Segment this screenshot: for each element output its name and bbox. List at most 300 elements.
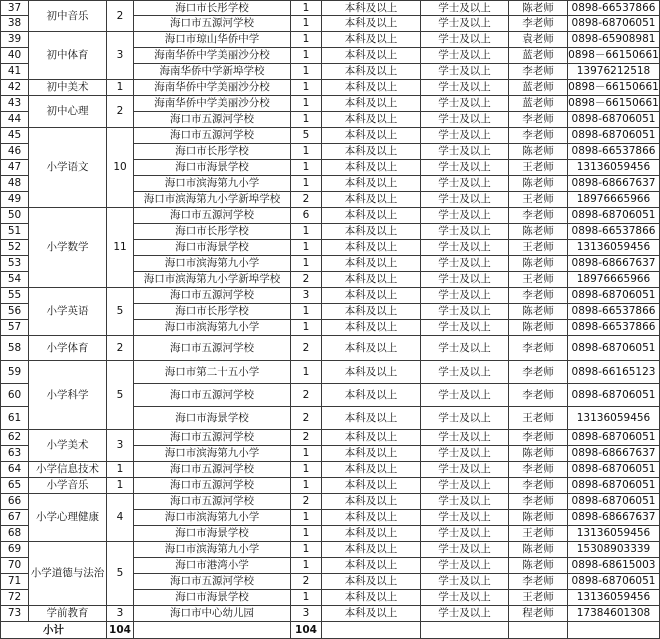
contact-person: 李老师 [509, 361, 568, 384]
contact-phone: 0898-68615003 [568, 558, 660, 574]
position-count: 1 [291, 64, 322, 80]
row-number: 47 [1, 160, 29, 176]
position-count: 1 [291, 446, 322, 462]
contact-person: 王老师 [509, 590, 568, 606]
row-number: 41 [1, 64, 29, 80]
total-position-count: 104 [291, 622, 322, 639]
school-name: 海口市滨海第九小学 [134, 446, 291, 462]
total-row [1, 622, 660, 639]
position-count: 1 [291, 240, 322, 256]
row-number: 44 [1, 112, 29, 128]
contact-person: 陈老师 [509, 1, 568, 16]
contact-phone: 0898-68667637 [568, 176, 660, 192]
degree-requirement: 学士及以上 [421, 606, 509, 622]
school-name: 海口市长彤学校 [134, 304, 291, 320]
contact-person: 陈老师 [509, 446, 568, 462]
row-number: 56 [1, 304, 29, 320]
position-count: 2 [291, 494, 322, 510]
school-name: 海口市滨海第九小学 [134, 320, 291, 336]
position-count: 1 [291, 224, 322, 240]
position-count: 1 [291, 361, 322, 384]
row-number: 61 [1, 407, 29, 430]
degree-requirement: 学士及以上 [421, 430, 509, 446]
degree-requirement: 学士及以上 [421, 446, 509, 462]
degree-requirement: 学士及以上 [421, 208, 509, 224]
contact-person: 李老师 [509, 64, 568, 80]
degree-requirement: 学士及以上 [421, 462, 509, 478]
total-subject-count: 104 [107, 622, 134, 639]
degree-requirement: 学士及以上 [421, 288, 509, 304]
table-row [1, 80, 660, 96]
table-row [1, 336, 660, 361]
contact-phone: 0898－66150661 [568, 80, 660, 96]
contact-phone: 0898-66537866 [568, 224, 660, 240]
school-name: 海口市第二十五小学 [134, 361, 291, 384]
degree-requirement: 学士及以上 [421, 128, 509, 144]
subject-cell: 小学音乐 [29, 478, 107, 494]
subject-cell: 小学科学 [29, 361, 107, 430]
degree-requirement: 学士及以上 [421, 384, 509, 407]
contact-phone: 13136059456 [568, 590, 660, 606]
table-row [1, 478, 660, 494]
contact-person: 王老师 [509, 192, 568, 208]
education-requirement: 本科及以上 [322, 320, 421, 336]
degree-requirement: 学士及以上 [421, 176, 509, 192]
subject-count: 2 [107, 96, 134, 128]
school-name: 海口市滨海第九小学 [134, 542, 291, 558]
contact-person: 李老师 [509, 430, 568, 446]
education-requirement: 本科及以上 [322, 112, 421, 128]
row-number: 50 [1, 208, 29, 224]
education-requirement: 本科及以上 [322, 478, 421, 494]
education-requirement: 本科及以上 [322, 542, 421, 558]
education-requirement: 本科及以上 [322, 462, 421, 478]
degree-requirement: 学士及以上 [421, 16, 509, 32]
row-number: 40 [1, 48, 29, 64]
education-requirement: 本科及以上 [322, 64, 421, 80]
contact-phone: 0898-66165123 [568, 361, 660, 384]
contact-person: 程老师 [509, 606, 568, 622]
total-empty-cell [322, 622, 421, 639]
education-requirement: 本科及以上 [322, 494, 421, 510]
position-count: 2 [291, 384, 322, 407]
school-name: 海口市五源河学校 [134, 430, 291, 446]
position-count: 2 [291, 430, 322, 446]
contact-person: 陈老师 [509, 542, 568, 558]
contact-person: 蓝老师 [509, 80, 568, 96]
subject-count: 2 [107, 1, 134, 32]
school-name: 海口市五源河学校 [134, 128, 291, 144]
contact-phone: 0898-68706051 [568, 462, 660, 478]
row-number: 62 [1, 430, 29, 446]
row-number: 69 [1, 542, 29, 558]
school-name: 海口市五源河学校 [134, 384, 291, 407]
table-row [1, 128, 660, 144]
total-empty-cell [134, 622, 291, 639]
contact-phone: 0898-68706051 [568, 208, 660, 224]
subject-count: 3 [107, 606, 134, 622]
contact-phone: 0898-68706051 [568, 494, 660, 510]
total-empty-cell [509, 622, 568, 639]
degree-requirement: 学士及以上 [421, 558, 509, 574]
position-count: 1 [291, 48, 322, 64]
contact-phone: 13136059456 [568, 407, 660, 430]
education-requirement: 本科及以上 [322, 32, 421, 48]
table-body [1, 1, 660, 639]
subject-count: 1 [107, 478, 134, 494]
position-count: 1 [291, 80, 322, 96]
degree-requirement: 学士及以上 [421, 224, 509, 240]
school-name: 海口市海景学校 [134, 407, 291, 430]
row-number: 65 [1, 478, 29, 494]
position-count: 1 [291, 96, 322, 112]
subject-count: 3 [107, 32, 134, 80]
position-count: 1 [291, 304, 322, 320]
total-empty-cell [568, 622, 660, 639]
position-count: 3 [291, 606, 322, 622]
subject-cell: 小学语文 [29, 128, 107, 208]
contact-phone: 0898-68706051 [568, 384, 660, 407]
row-number: 63 [1, 446, 29, 462]
education-requirement: 本科及以上 [322, 288, 421, 304]
position-count: 1 [291, 144, 322, 160]
contact-person: 王老师 [509, 407, 568, 430]
degree-requirement: 学士及以上 [421, 478, 509, 494]
contact-phone: 0898-65908981 [568, 32, 660, 48]
degree-requirement: 学士及以上 [421, 510, 509, 526]
degree-requirement: 学士及以上 [421, 80, 509, 96]
contact-person: 陈老师 [509, 256, 568, 272]
education-requirement: 本科及以上 [322, 384, 421, 407]
school-name: 海口市中心幼儿园 [134, 606, 291, 622]
row-number: 72 [1, 590, 29, 606]
table-row [1, 32, 660, 48]
table-row [1, 1, 660, 16]
contact-phone: 0898-68706051 [568, 574, 660, 590]
position-count: 2 [291, 407, 322, 430]
education-requirement: 本科及以上 [322, 128, 421, 144]
education-requirement: 本科及以上 [322, 256, 421, 272]
subject-count: 1 [107, 462, 134, 478]
contact-phone: 0898-68667637 [568, 256, 660, 272]
position-count: 1 [291, 112, 322, 128]
subject-cell: 小学信息技术 [29, 462, 107, 478]
row-number: 48 [1, 176, 29, 192]
position-count: 2 [291, 336, 322, 361]
degree-requirement: 学士及以上 [421, 494, 509, 510]
contact-person: 李老师 [509, 494, 568, 510]
table-row [1, 208, 660, 224]
contact-phone: 13136059456 [568, 240, 660, 256]
row-number: 73 [1, 606, 29, 622]
contact-phone: 13136059456 [568, 160, 660, 176]
position-count: 1 [291, 32, 322, 48]
row-number: 45 [1, 128, 29, 144]
degree-requirement: 学士及以上 [421, 542, 509, 558]
degree-requirement: 学士及以上 [421, 256, 509, 272]
school-name: 海口市海景学校 [134, 240, 291, 256]
row-number: 37 [1, 1, 29, 16]
degree-requirement: 学士及以上 [421, 590, 509, 606]
subject-count: 4 [107, 494, 134, 542]
row-number: 55 [1, 288, 29, 304]
position-count: 1 [291, 176, 322, 192]
position-count: 1 [291, 16, 322, 32]
degree-requirement: 学士及以上 [421, 1, 509, 16]
degree-requirement: 学士及以上 [421, 574, 509, 590]
subject-count: 2 [107, 336, 134, 361]
position-count: 2 [291, 574, 322, 590]
subject-count: 10 [107, 128, 134, 208]
table-row [1, 288, 660, 304]
degree-requirement: 学士及以上 [421, 160, 509, 176]
position-count: 1 [291, 256, 322, 272]
contact-person: 陈老师 [509, 144, 568, 160]
school-name: 海口市长彤学校 [134, 1, 291, 16]
education-requirement: 本科及以上 [322, 272, 421, 288]
contact-person: 李老师 [509, 112, 568, 128]
position-count: 1 [291, 526, 322, 542]
school-name: 海口市滨海第九小学 [134, 256, 291, 272]
position-count: 3 [291, 288, 322, 304]
degree-requirement: 学士及以上 [421, 336, 509, 361]
table-row [1, 361, 660, 384]
subject-cell: 小学道德与法治 [29, 542, 107, 606]
contact-person: 李老师 [509, 336, 568, 361]
contact-person: 蓝老师 [509, 96, 568, 112]
position-count: 1 [291, 1, 322, 16]
position-count: 2 [291, 272, 322, 288]
position-count: 1 [291, 558, 322, 574]
total-label: 小计 [1, 622, 107, 639]
contact-phone: 0898-68706051 [568, 112, 660, 128]
position-count: 6 [291, 208, 322, 224]
degree-requirement: 学士及以上 [421, 240, 509, 256]
degree-requirement: 学士及以上 [421, 112, 509, 128]
subject-cell: 初中音乐 [29, 1, 107, 32]
contact-phone: 0898-66537866 [568, 144, 660, 160]
education-requirement: 本科及以上 [322, 208, 421, 224]
position-count: 1 [291, 590, 322, 606]
contact-phone: 13136059456 [568, 526, 660, 542]
school-name: 海口市长彤学校 [134, 224, 291, 240]
row-number: 39 [1, 32, 29, 48]
school-name: 海南华侨中学美丽沙分校 [134, 80, 291, 96]
contact-phone: 18976665966 [568, 192, 660, 208]
row-number: 70 [1, 558, 29, 574]
contact-phone: 0898-66537866 [568, 304, 660, 320]
education-requirement: 本科及以上 [322, 510, 421, 526]
education-requirement: 本科及以上 [322, 407, 421, 430]
degree-requirement: 学士及以上 [421, 304, 509, 320]
row-number: 68 [1, 526, 29, 542]
contact-person: 王老师 [509, 526, 568, 542]
school-name: 海口市五源河学校 [134, 574, 291, 590]
row-number: 49 [1, 192, 29, 208]
education-requirement: 本科及以上 [322, 304, 421, 320]
contact-phone: 0898－66150661 [568, 96, 660, 112]
subject-count: 3 [107, 430, 134, 462]
contact-person: 陈老师 [509, 510, 568, 526]
contact-person: 袁老师 [509, 32, 568, 48]
subject-count: 11 [107, 208, 134, 288]
education-requirement: 本科及以上 [322, 361, 421, 384]
contact-phone: 0898-68667637 [568, 510, 660, 526]
position-count: 1 [291, 462, 322, 478]
subject-count: 5 [107, 542, 134, 606]
education-requirement: 本科及以上 [322, 144, 421, 160]
degree-requirement: 学士及以上 [421, 407, 509, 430]
contact-person: 李老师 [509, 208, 568, 224]
education-requirement: 本科及以上 [322, 48, 421, 64]
subject-cell: 小学心理健康 [29, 494, 107, 542]
subject-cell: 小学体育 [29, 336, 107, 361]
contact-person: 李老师 [509, 16, 568, 32]
row-number: 52 [1, 240, 29, 256]
row-number: 57 [1, 320, 29, 336]
degree-requirement: 学士及以上 [421, 32, 509, 48]
education-requirement: 本科及以上 [322, 446, 421, 462]
school-name: 海南华侨中学新埠学校 [134, 64, 291, 80]
education-requirement: 本科及以上 [322, 430, 421, 446]
total-empty-cell [421, 622, 509, 639]
degree-requirement: 学士及以上 [421, 320, 509, 336]
position-count: 2 [291, 192, 322, 208]
education-requirement: 本科及以上 [322, 590, 421, 606]
school-name: 海口市海景学校 [134, 590, 291, 606]
education-requirement: 本科及以上 [322, 558, 421, 574]
subject-cell: 初中美术 [29, 80, 107, 96]
position-count: 1 [291, 160, 322, 176]
subject-cell: 小学美术 [29, 430, 107, 462]
education-requirement: 本科及以上 [322, 336, 421, 361]
school-name: 海口市五源河学校 [134, 16, 291, 32]
education-requirement: 本科及以上 [322, 240, 421, 256]
row-number: 43 [1, 96, 29, 112]
contact-person: 李老师 [509, 574, 568, 590]
row-number: 64 [1, 462, 29, 478]
row-number: 54 [1, 272, 29, 288]
education-requirement: 本科及以上 [322, 176, 421, 192]
row-number: 42 [1, 80, 29, 96]
table-row [1, 494, 660, 510]
education-requirement: 本科及以上 [322, 526, 421, 542]
contact-person: 李老师 [509, 462, 568, 478]
education-requirement: 本科及以上 [322, 574, 421, 590]
contact-phone: 13976212518 [568, 64, 660, 80]
school-name: 海口市滨海第九小学 [134, 176, 291, 192]
row-number: 66 [1, 494, 29, 510]
education-requirement: 本科及以上 [322, 224, 421, 240]
degree-requirement: 学士及以上 [421, 192, 509, 208]
contact-person: 李老师 [509, 478, 568, 494]
degree-requirement: 学士及以上 [421, 96, 509, 112]
contact-person: 陈老师 [509, 304, 568, 320]
education-requirement: 本科及以上 [322, 96, 421, 112]
contact-phone: 18976665966 [568, 272, 660, 288]
position-count: 1 [291, 320, 322, 336]
school-name: 海口市五源河学校 [134, 478, 291, 494]
contact-phone: 0898-68706051 [568, 430, 660, 446]
contact-person: 陈老师 [509, 176, 568, 192]
subject-cell: 学前教育 [29, 606, 107, 622]
contact-phone: 0898-68667637 [568, 446, 660, 462]
position-count: 1 [291, 478, 322, 494]
contact-person: 王老师 [509, 160, 568, 176]
school-name: 海口市长彤学校 [134, 144, 291, 160]
school-name: 海口市五源河学校 [134, 112, 291, 128]
school-name: 海口市五源河学校 [134, 494, 291, 510]
row-number: 67 [1, 510, 29, 526]
row-number: 71 [1, 574, 29, 590]
contact-phone: 0898-66537866 [568, 320, 660, 336]
contact-person: 李老师 [509, 128, 568, 144]
school-name: 海口市海景学校 [134, 526, 291, 542]
contact-phone: 0898-68706051 [568, 128, 660, 144]
table-row [1, 542, 660, 558]
subject-cell: 小学英语 [29, 288, 107, 336]
school-name: 海口市五源河学校 [134, 336, 291, 361]
school-name: 海口市五源河学校 [134, 288, 291, 304]
subject-count: 5 [107, 288, 134, 336]
row-number: 53 [1, 256, 29, 272]
school-name: 海口市海景学校 [134, 160, 291, 176]
table-row [1, 96, 660, 112]
school-name: 海口市滨海第九小学 [134, 510, 291, 526]
contact-person: 蓝老师 [509, 48, 568, 64]
school-name: 海口市琼山华侨中学 [134, 32, 291, 48]
degree-requirement: 学士及以上 [421, 361, 509, 384]
row-number: 51 [1, 224, 29, 240]
education-requirement: 本科及以上 [322, 192, 421, 208]
position-count: 5 [291, 128, 322, 144]
degree-requirement: 学士及以上 [421, 48, 509, 64]
education-requirement: 本科及以上 [322, 606, 421, 622]
contact-person: 陈老师 [509, 558, 568, 574]
subject-cell: 初中体育 [29, 32, 107, 80]
contact-phone: 0898－66150661 [568, 48, 660, 64]
school-name: 海口市五源河学校 [134, 208, 291, 224]
table-row [1, 462, 660, 478]
row-number: 59 [1, 361, 29, 384]
contact-phone: 0898-68706051 [568, 16, 660, 32]
table-row [1, 606, 660, 622]
contact-person: 李老师 [509, 288, 568, 304]
contact-person: 王老师 [509, 272, 568, 288]
education-requirement: 本科及以上 [322, 1, 421, 16]
row-number: 60 [1, 384, 29, 407]
school-name: 海口市港湾小学 [134, 558, 291, 574]
contact-phone: 17384601308 [568, 606, 660, 622]
contact-person: 李老师 [509, 384, 568, 407]
school-name: 海南华侨中学美丽沙分校 [134, 96, 291, 112]
school-name: 海口市滨海第九小学新埠学校 [134, 192, 291, 208]
education-requirement: 本科及以上 [322, 80, 421, 96]
contact-phone: 0898-66537866 [568, 1, 660, 16]
school-name: 海口市滨海第九小学新埠学校 [134, 272, 291, 288]
degree-requirement: 学士及以上 [421, 272, 509, 288]
contact-phone: 0898-68706051 [568, 478, 660, 494]
contact-phone: 15308903339 [568, 542, 660, 558]
contact-phone: 0898-68706051 [568, 288, 660, 304]
row-number: 58 [1, 336, 29, 361]
row-number: 46 [1, 144, 29, 160]
degree-requirement: 学士及以上 [421, 526, 509, 542]
subject-count: 1 [107, 80, 134, 96]
subject-cell: 小学数学 [29, 208, 107, 288]
contact-person: 陈老师 [509, 320, 568, 336]
position-count: 1 [291, 510, 322, 526]
